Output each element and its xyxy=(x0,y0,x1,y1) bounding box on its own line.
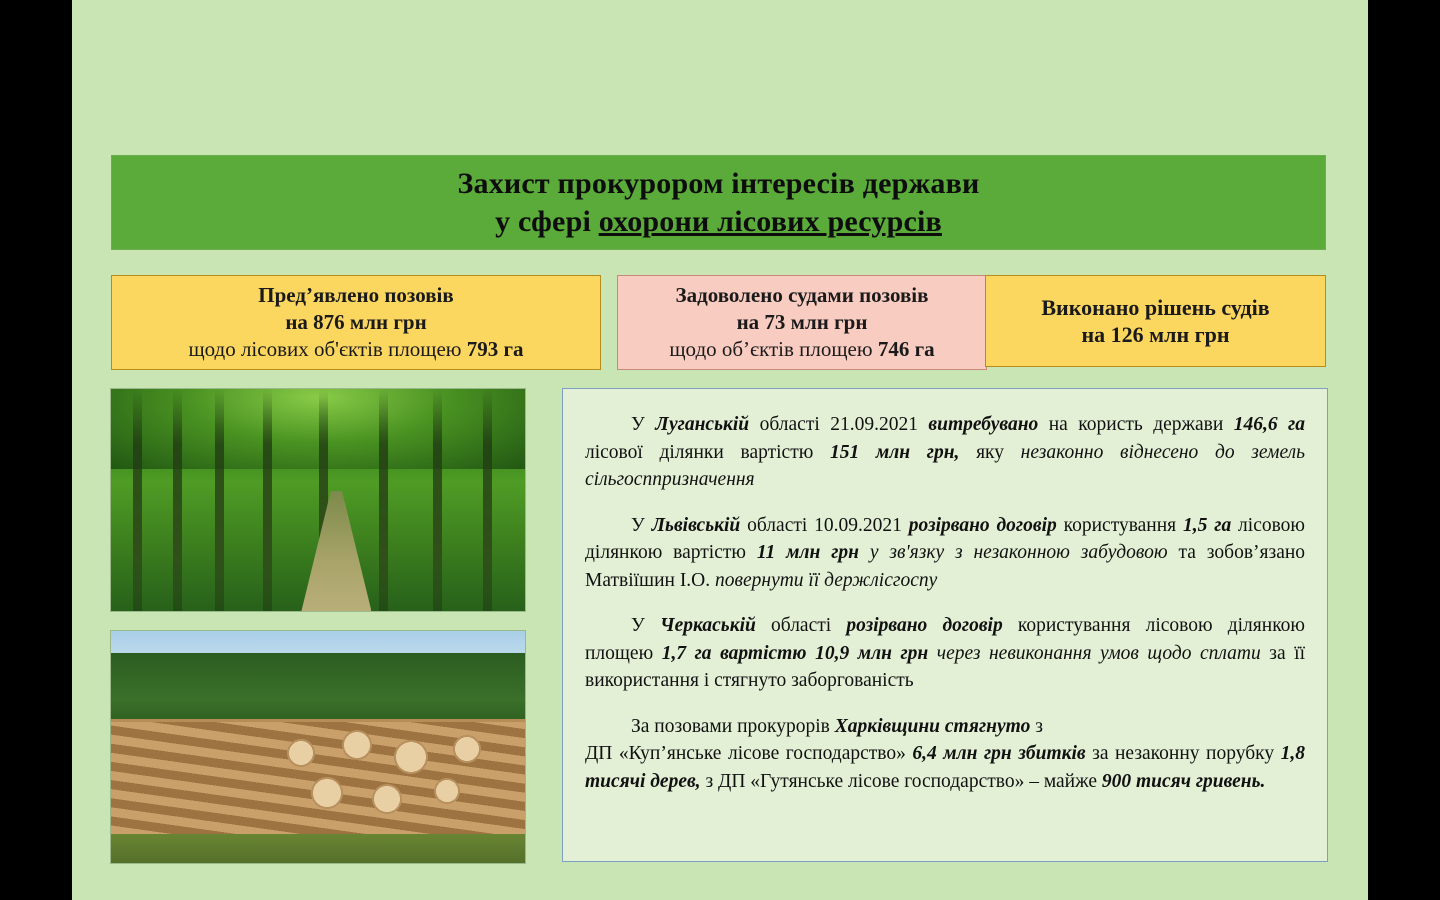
text-emphasis: витребувано xyxy=(928,414,1039,435)
text-run: та зобов’язано Матвіїшин І.О. xyxy=(585,542,1306,591)
text-run: з xyxy=(1030,715,1043,737)
tree-trunk xyxy=(133,389,142,611)
stat-card-claims-satisfied xyxy=(617,275,987,370)
title-line-2 xyxy=(495,203,942,241)
region-name: Харківщини стягнуто xyxy=(834,715,1031,737)
case-examples-panel xyxy=(562,388,1328,862)
text-run: лісовою ділянкою вартістю xyxy=(585,514,1305,563)
stat-1-line-1: Пред’явлено позовів xyxy=(258,283,454,307)
paragraph-kharkiv xyxy=(585,713,1305,741)
text-run: користування xyxy=(1056,514,1184,536)
text-emphasis: розірвано договір xyxy=(846,615,1003,636)
value-area: 146,6 га xyxy=(1233,414,1305,435)
stat-2-line-2: на 73 млн грн xyxy=(736,310,868,334)
value-amount-2: 900 тисяч гривень. xyxy=(1101,770,1266,792)
tree-trunk xyxy=(483,389,492,611)
text-run: лісової ділянки вартістю xyxy=(585,441,830,463)
region-name: Луганській xyxy=(655,414,750,435)
value-area: 1,5 га xyxy=(1183,514,1232,536)
region-name: Львівській xyxy=(651,514,741,536)
paragraph-kharkiv-cont xyxy=(585,740,1305,795)
text-run: з ДП «Гутянське лісове господарство» – майже xyxy=(700,770,1102,792)
text-run: області 21.09.2021 xyxy=(749,414,929,435)
stat-2-line-3-value: 746 га xyxy=(877,337,935,361)
text-italic: незаконно віднесено до земель сільгосппризначення xyxy=(585,441,1306,490)
tree-trunk xyxy=(379,389,388,611)
text-run: за її використання і стягнуто заборгованість xyxy=(585,642,1305,691)
title-line-1: Захист прокурором інтересів держави xyxy=(457,166,980,200)
text-run: ДП «Куп’янське лісове господарство» xyxy=(585,743,913,764)
text-run: області xyxy=(755,615,847,636)
text-run: У xyxy=(631,615,660,636)
paragraph-lviv xyxy=(585,512,1305,595)
text-emphasis: розірвано договір xyxy=(908,514,1057,536)
stat-3-line-2: на 126 млн грн xyxy=(1081,322,1230,347)
timber-logs-photo xyxy=(110,630,526,864)
tree-trunk xyxy=(173,389,182,611)
forest-path xyxy=(301,491,371,611)
tree-trunk xyxy=(263,389,272,611)
stat-1-line-3 xyxy=(188,336,523,363)
value-amount: 6,4 млн грн збитків xyxy=(912,743,1086,764)
text-run: на користь держави xyxy=(1038,414,1234,435)
stat-card-decisions-executed xyxy=(985,275,1326,367)
text-run: за незаконну порубку xyxy=(1085,743,1281,764)
text-run: У xyxy=(631,414,656,435)
forest-path-photo xyxy=(110,388,526,612)
text-run: користування лісовою ділянкою площею xyxy=(585,615,1305,664)
text-run: За позовами прокурорів xyxy=(631,715,835,737)
tree-trunk xyxy=(215,389,224,611)
stat-1-line-2: на 876 млн грн xyxy=(285,310,427,334)
text-run xyxy=(859,542,870,563)
value-amount: 11 млн грн xyxy=(756,542,859,563)
text-run xyxy=(928,643,937,664)
text-italic: повернути її держлісгоспу xyxy=(715,569,938,591)
stat-1-line-3-value: 793 га xyxy=(466,337,524,361)
log-cut-ends xyxy=(271,727,521,827)
paragraph-cherkasy xyxy=(585,612,1305,695)
text-italic: через невиконання умов щодо сплати xyxy=(936,642,1261,664)
value-area-amount: 1,7 га вартістю 10,9 млн грн xyxy=(661,642,929,664)
stat-3-line-1: Виконано рішень судів xyxy=(1041,295,1270,320)
text-italic: у зв'язку з незаконною забудовою xyxy=(869,542,1168,563)
region-name: Черкаській xyxy=(659,615,756,636)
paragraph-luhansk xyxy=(585,411,1305,494)
stat-2-line-1: Задоволено судами позовів xyxy=(675,283,929,307)
title-line-2-prefix: у сфері xyxy=(495,204,599,238)
stat-1-line-3-text: щодо лісових об'єктів площею xyxy=(188,337,467,361)
tree-trunk xyxy=(433,389,442,611)
stat-card-claims-filed xyxy=(111,275,601,370)
stat-2-line-3 xyxy=(669,336,934,363)
text-run: області 10.09.2021 xyxy=(740,514,909,536)
value-amount: 151 млн грн, xyxy=(829,441,960,463)
title-line-2-underlined: охорони лісових ресурсів xyxy=(598,204,942,238)
slide xyxy=(72,0,1368,900)
text-run: У xyxy=(631,514,652,536)
value-trees: 1,8 тисячі дерев, xyxy=(585,743,1305,792)
text-run: яку xyxy=(959,441,1021,463)
stat-2-line-3-text: щодо об’єктів площею xyxy=(669,337,878,361)
slide-title xyxy=(111,155,1326,250)
